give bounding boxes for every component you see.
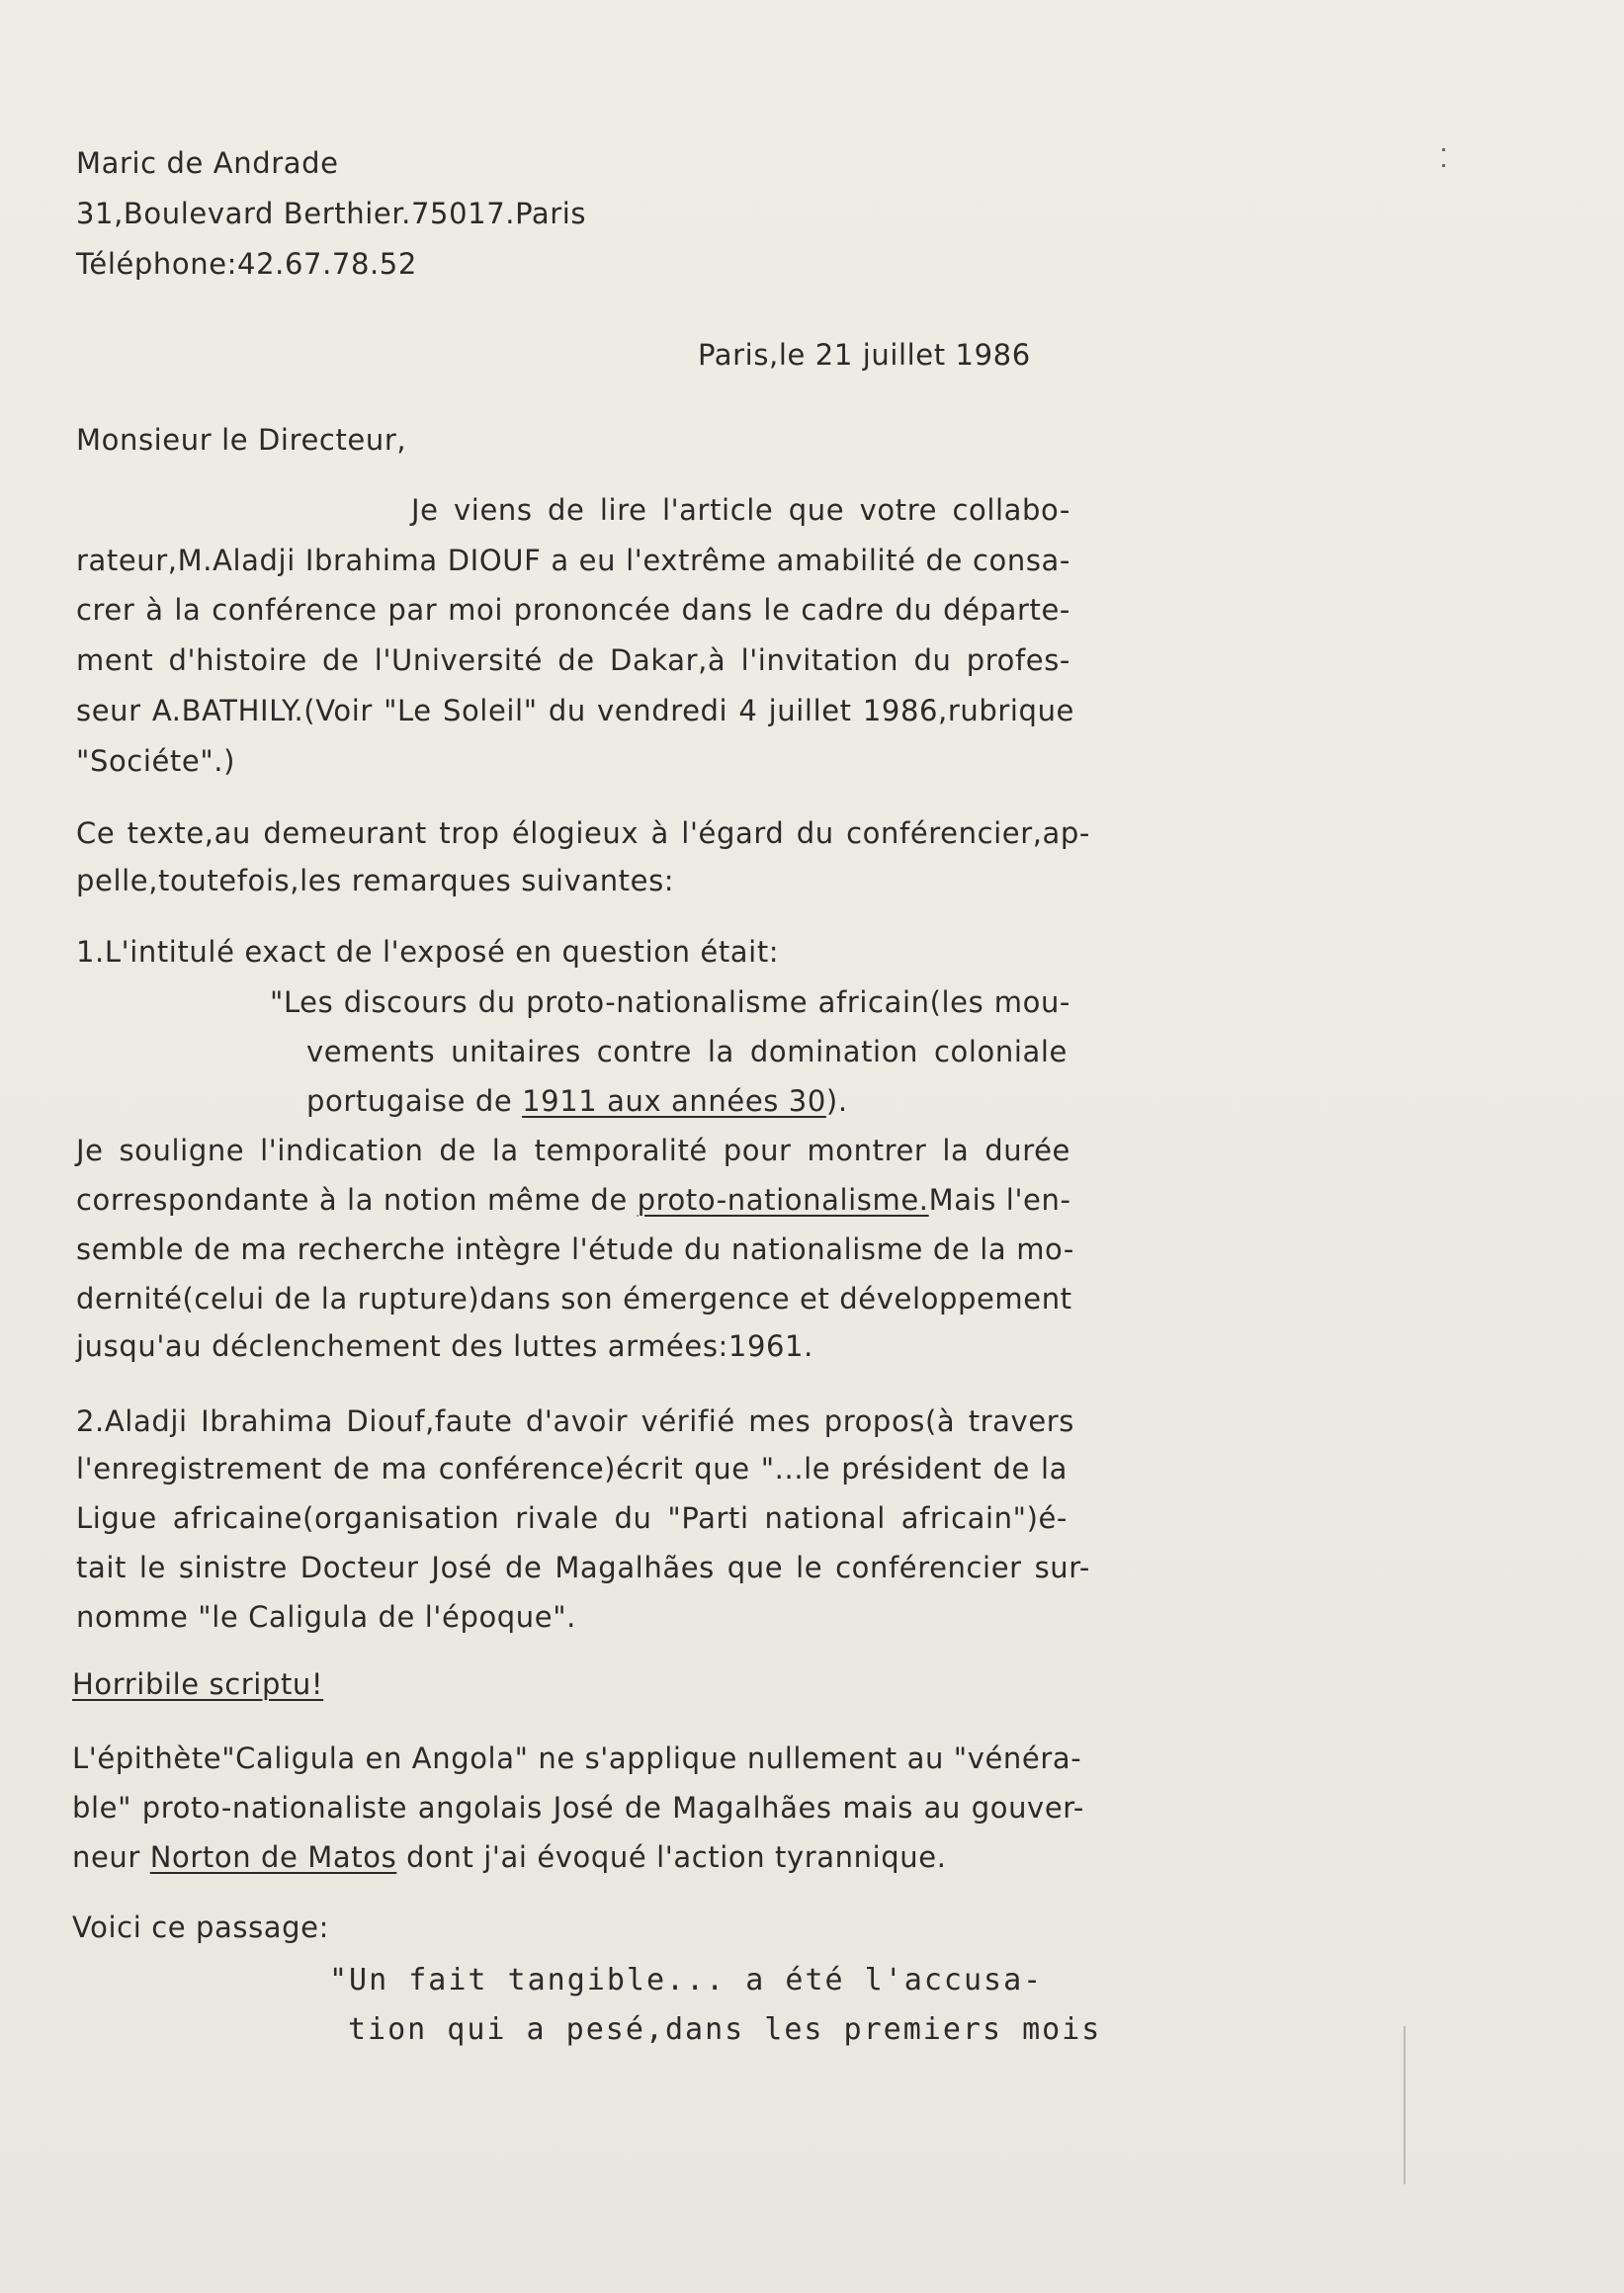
p1-line: "Sociéte".) <box>76 744 236 778</box>
underlined-name: Norton de Matos <box>149 1840 397 1874</box>
letter-date: Paris,le 21 juillet 1986 <box>698 338 1031 372</box>
voici-line: Voici ce passage: <box>72 1911 329 1944</box>
underlined-period: 1911 aux années 30 <box>522 1084 826 1118</box>
item2-line: Ligue africaine(organisation rivale du "Parti national africain")é- <box>76 1501 1068 1535</box>
item1-quote-line: portugaise de 1911 aux années 30). <box>306 1084 848 1118</box>
item2-line: l'enregistrement de ma conférence)écrit que "...le président de la <box>76 1452 1068 1486</box>
sender-phone: Téléphone:42.67.78.52 <box>76 247 417 281</box>
p2-line: pelle,toutefois,les remarques suivantes: <box>76 864 675 897</box>
p1-line: seur A.BATHILY.(Voir "Le Soleil" du vendredi 4 juillet 1986,rubrique <box>76 694 1074 727</box>
margin-dot <box>1442 164 1445 167</box>
item1-intro: 1.L'intitulé exact de l'exposé en question était: <box>76 935 780 969</box>
item2-line: 2.Aladji Ibrahima Diouf,faute d'avoir vérifié mes propos(à travers <box>76 1404 1074 1438</box>
item1-comment-line: correspondante à la notion même de proto-nationalisme.Mais l'en- <box>76 1183 1071 1217</box>
p3-line: L'épithète"Caligula en Angola" ne s'applique nullement au "vénéra- <box>72 1741 1082 1775</box>
p1-line: rateur,M.Aladji Ibrahima DIOUF a eu l'extrême amabilité de consa- <box>76 544 1070 577</box>
item2-line: tait le sinistre Docteur José de Magalhães que le conférencier sur- <box>76 1551 1090 1584</box>
salutation: Monsieur le Directeur, <box>76 423 407 457</box>
sender-name: Maric de Andrade <box>76 146 339 180</box>
item2-line: nomme "le Caligula de l'époque". <box>76 1600 576 1634</box>
citation-line: tion qui a pesé,dans les premiers mois <box>348 2012 1102 2047</box>
exclamation: Horribile scriptu! <box>72 1667 324 1701</box>
p1-line: crer à la conférence par moi prononcée dans le cadre du départe- <box>76 593 1070 627</box>
sender-address: 31,Boulevard Berthier.75017.Paris <box>76 197 587 230</box>
underlined-term: proto-nationalisme. <box>637 1183 929 1217</box>
item1-quote-line: "Les discours du proto-nationalisme africain(les mou- <box>270 985 1070 1019</box>
p3-line: ble" proto-nationaliste angolais José de Magalhães mais au gouver- <box>72 1791 1084 1825</box>
margin-dot <box>1442 148 1445 151</box>
item1-comment-line: Je souligne l'indication de la temporalité pour montrer la durée <box>76 1134 1070 1167</box>
citation-line: "Un fait tangible... a été l'accusa- <box>329 1963 1044 1997</box>
p2-line: Ce texte,au demeurant trop élogieux à l'égard du conférencier,ap- <box>76 816 1090 850</box>
item1-comment-line: semble de ma recherche intègre l'étude du nationalisme de la mo- <box>76 1232 1074 1266</box>
item1-comment-line: dernité(celui de la rupture)dans son émergence et développement <box>76 1282 1072 1316</box>
p3-line: neur Norton de Matos dont j'ai évoqué l'action tyrannique. <box>72 1840 947 1874</box>
item1-quote-line: vements unitaires contre la domination coloniale <box>306 1035 1068 1068</box>
item1-comment-line: jusqu'au déclenchement des luttes armées:1961. <box>76 1329 813 1363</box>
p1-line: Je viens de lire l'article que votre collabo- <box>411 493 1070 527</box>
margin-line <box>1404 2026 1406 2184</box>
p1-line: ment d'histoire de l'Université de Dakar,à l'invitation du profes- <box>76 643 1070 677</box>
